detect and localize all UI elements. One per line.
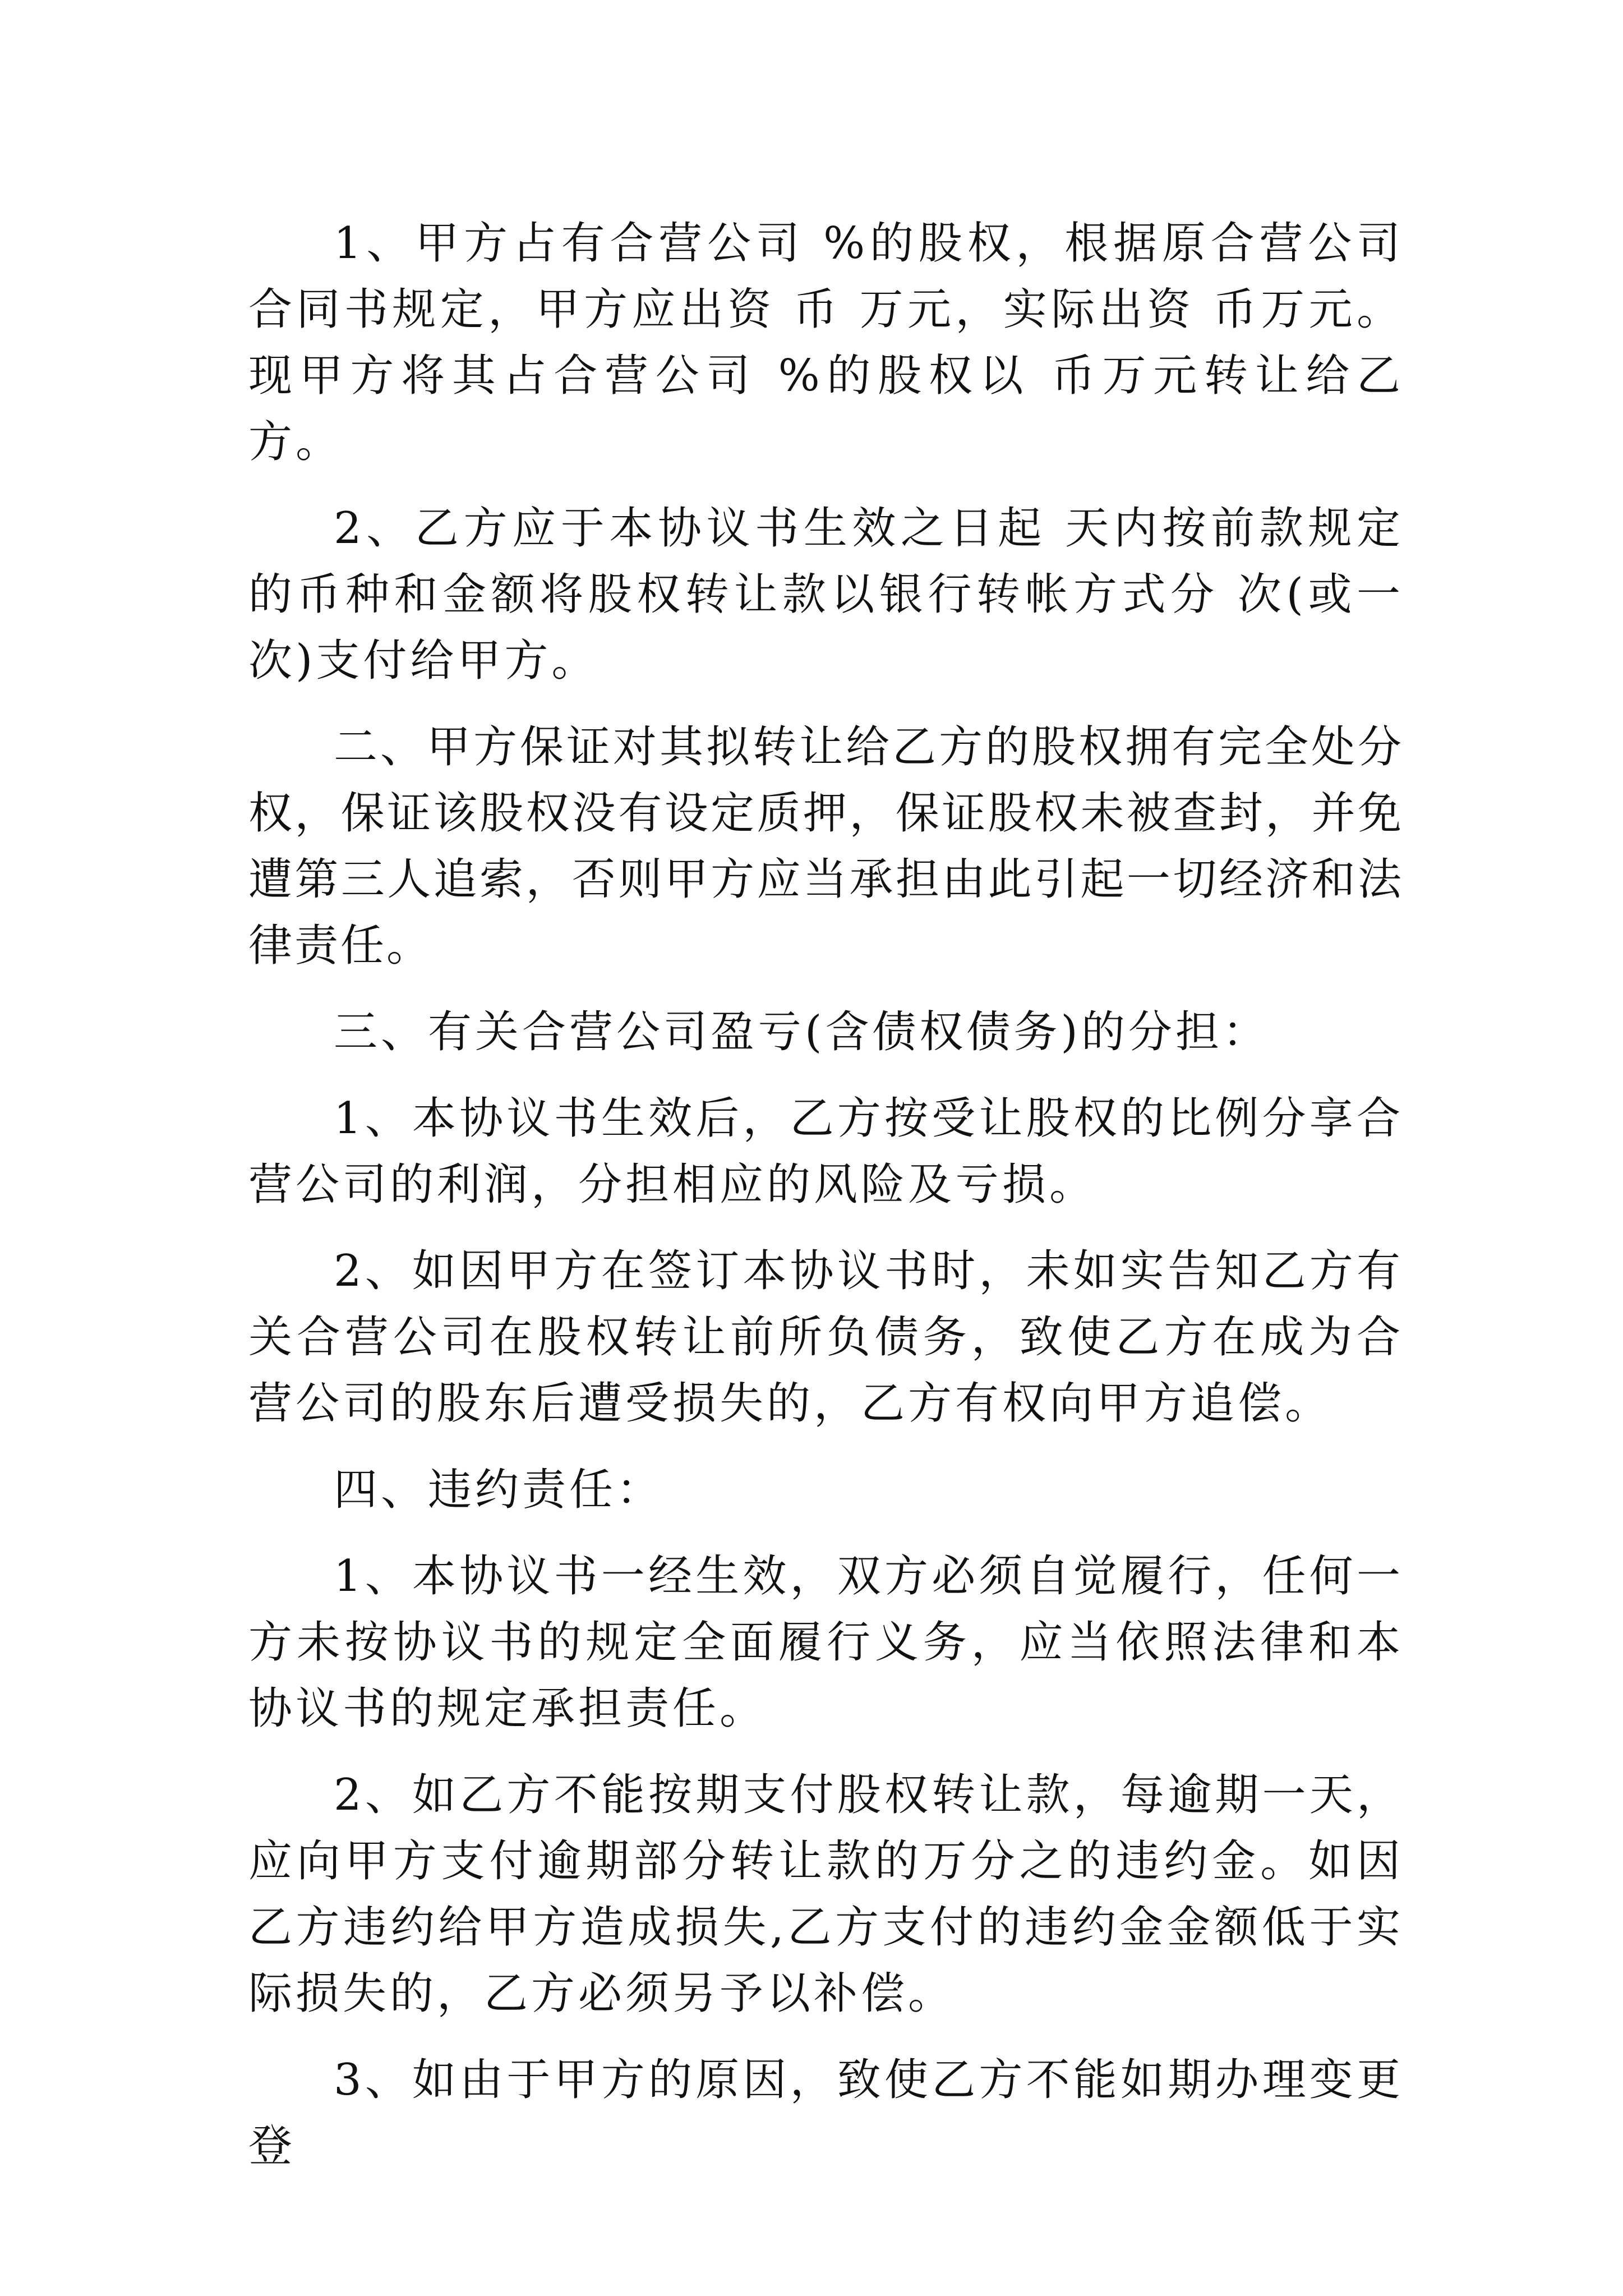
paragraph-9: 2、如乙方不能按期支付股权转让款，每逾期一天，应向甲方支付逾期部分转让款的万分之的违约金。如因乙方违约给甲方造成损失,乙方支付的违约金金额低于实际损失的，乙方必须另予以补偿。 [248,1770,1404,2019]
paragraph-7: 四、违约责任： [334,1465,664,1515]
paragraph-3: 二、甲方保证对其拟转让给乙方的股权拥有完全处分权，保证该股权没有设定质押，保证股权未被查封，并免遭第三人追索，否则甲方应当承担由此引起一切经济和法律责任。 [248,722,1404,971]
paragraph-1: 1、甲方占有合营公司 %的股权，根据原合营公司合同书规定，甲方应出资 币 万元，实际出资 币万元。现甲方将其占合营公司 %的股权以 币万元转让给乙方。 [248,218,1404,467]
paragraph-6: 2、如因甲方在签订本协议书时，未如实告知乙方有关合营公司在股权转让前所负债务，致使乙方在成为合营公司的股东后遭受损失的，乙方有权向甲方追偿。 [248,1246,1404,1429]
paragraph-8: 1、本协议书一经生效，双方必须自觉履行，任何一方未按协议书的规定全面履行义务，应当依照法律和本协议书的规定承担责任。 [248,1551,1404,1734]
paragraph-10: 3、如由于甲方的原因，致使乙方不能如期办理变更登 [248,2055,1404,2171]
document-body [248,210,1404,2200]
paragraph-5: 1、本协议书生效后，乙方按受让股权的比例分享合营公司的利润，分担相应的风险及亏损。 [248,1093,1404,1210]
paragraph-4: 三、有关合营公司盈亏(含债权债务)的分担： [334,1007,1270,1057]
paragraph-2: 2、乙方应于本协议书生效之日起 天内按前款规定的币种和金额将股权转让款以银行转帐方式分 次(或一次)支付给甲方。 [248,503,1404,686]
